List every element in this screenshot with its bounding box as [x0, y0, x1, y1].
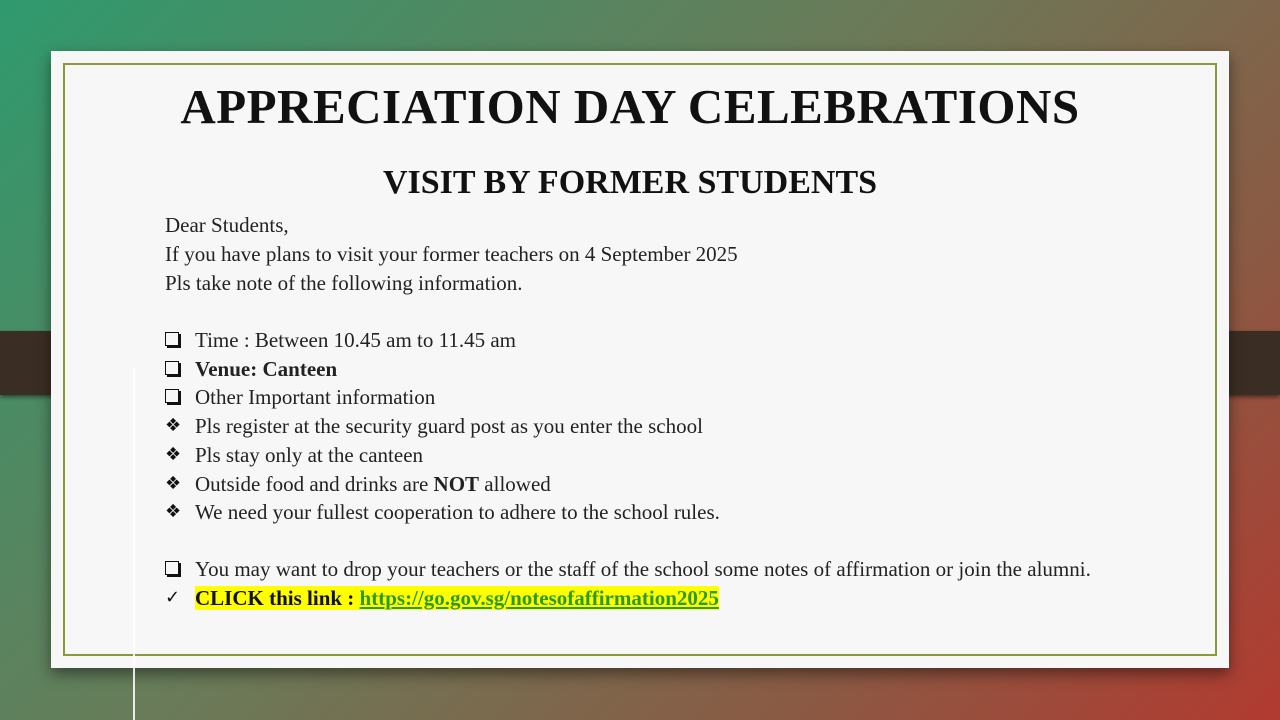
affirmation-text: You may want to drop your teachers or the staff of the school some notes of affirmation or join the alumni. — [195, 556, 1091, 581]
list-item-rule-2 — [165, 441, 1105, 470]
diamond-bullet-icon: ❖ — [165, 501, 182, 523]
list-item-rule-4 — [165, 498, 1105, 527]
diamond-bullet-icon: ❖ — [165, 443, 182, 465]
rule-3-bold: NOT — [433, 471, 480, 496]
cta-line — [195, 584, 1105, 613]
rule-2-text: Pls stay only at the canteen — [195, 442, 424, 467]
intro-line-1: If you have plans to visit your former teachers on 4 September 2025 — [165, 242, 738, 266]
list-item-rule-3 — [165, 470, 1105, 499]
greeting: Dear Students, — [165, 213, 289, 237]
rule-1-text: Pls register at the security guard post as you enter the school — [195, 414, 703, 439]
intro-line-2: Pls take note of the following information. — [165, 271, 523, 295]
list-item-time — [165, 326, 1105, 355]
diamond-bullet-icon: ❖ — [165, 415, 182, 437]
checkmark-icon: ✓ — [165, 586, 181, 608]
rule-4-text: We need your fullest cooperation to adhere to the school rules. — [195, 500, 720, 525]
cta-highlight — [195, 586, 719, 610]
decorative-vertical-line — [133, 368, 135, 720]
other-info-text: Other Important information — [195, 385, 436, 410]
checkbox-square-icon — [165, 355, 195, 384]
checkbox-square-icon — [165, 383, 195, 412]
checkbox-square-icon — [165, 326, 195, 355]
page-title: APPRECIATION DAY CELEBRATIONS — [180, 79, 1080, 134]
affirmation-link[interactable]: https://go.gov.sg/notesofaffirmation2025 — [359, 585, 719, 610]
page-subtitle: VISIT BY FORMER STUDENTS — [382, 164, 878, 201]
cta-label: CLICK this link : — [195, 585, 360, 610]
checkbox-square-icon — [165, 555, 195, 584]
rule-3-pre: Outside food and drinks are — [195, 471, 434, 496]
venue-text: Venue: Canteen — [195, 356, 338, 381]
notice-body — [165, 211, 1105, 612]
list-item-rule-1 — [165, 412, 1105, 441]
diamond-bullet-icon: ❖ — [165, 472, 182, 494]
time-text: Time : Between 10.45 am to 11.45 am — [195, 328, 516, 352]
list-item-affirmation — [165, 555, 1105, 584]
rule-3-text — [195, 470, 1105, 499]
rule-3-post: allowed — [479, 471, 551, 496]
list-item-cta — [165, 584, 1105, 613]
list-item-other — [165, 383, 1105, 412]
list-item-venue — [165, 355, 1105, 384]
